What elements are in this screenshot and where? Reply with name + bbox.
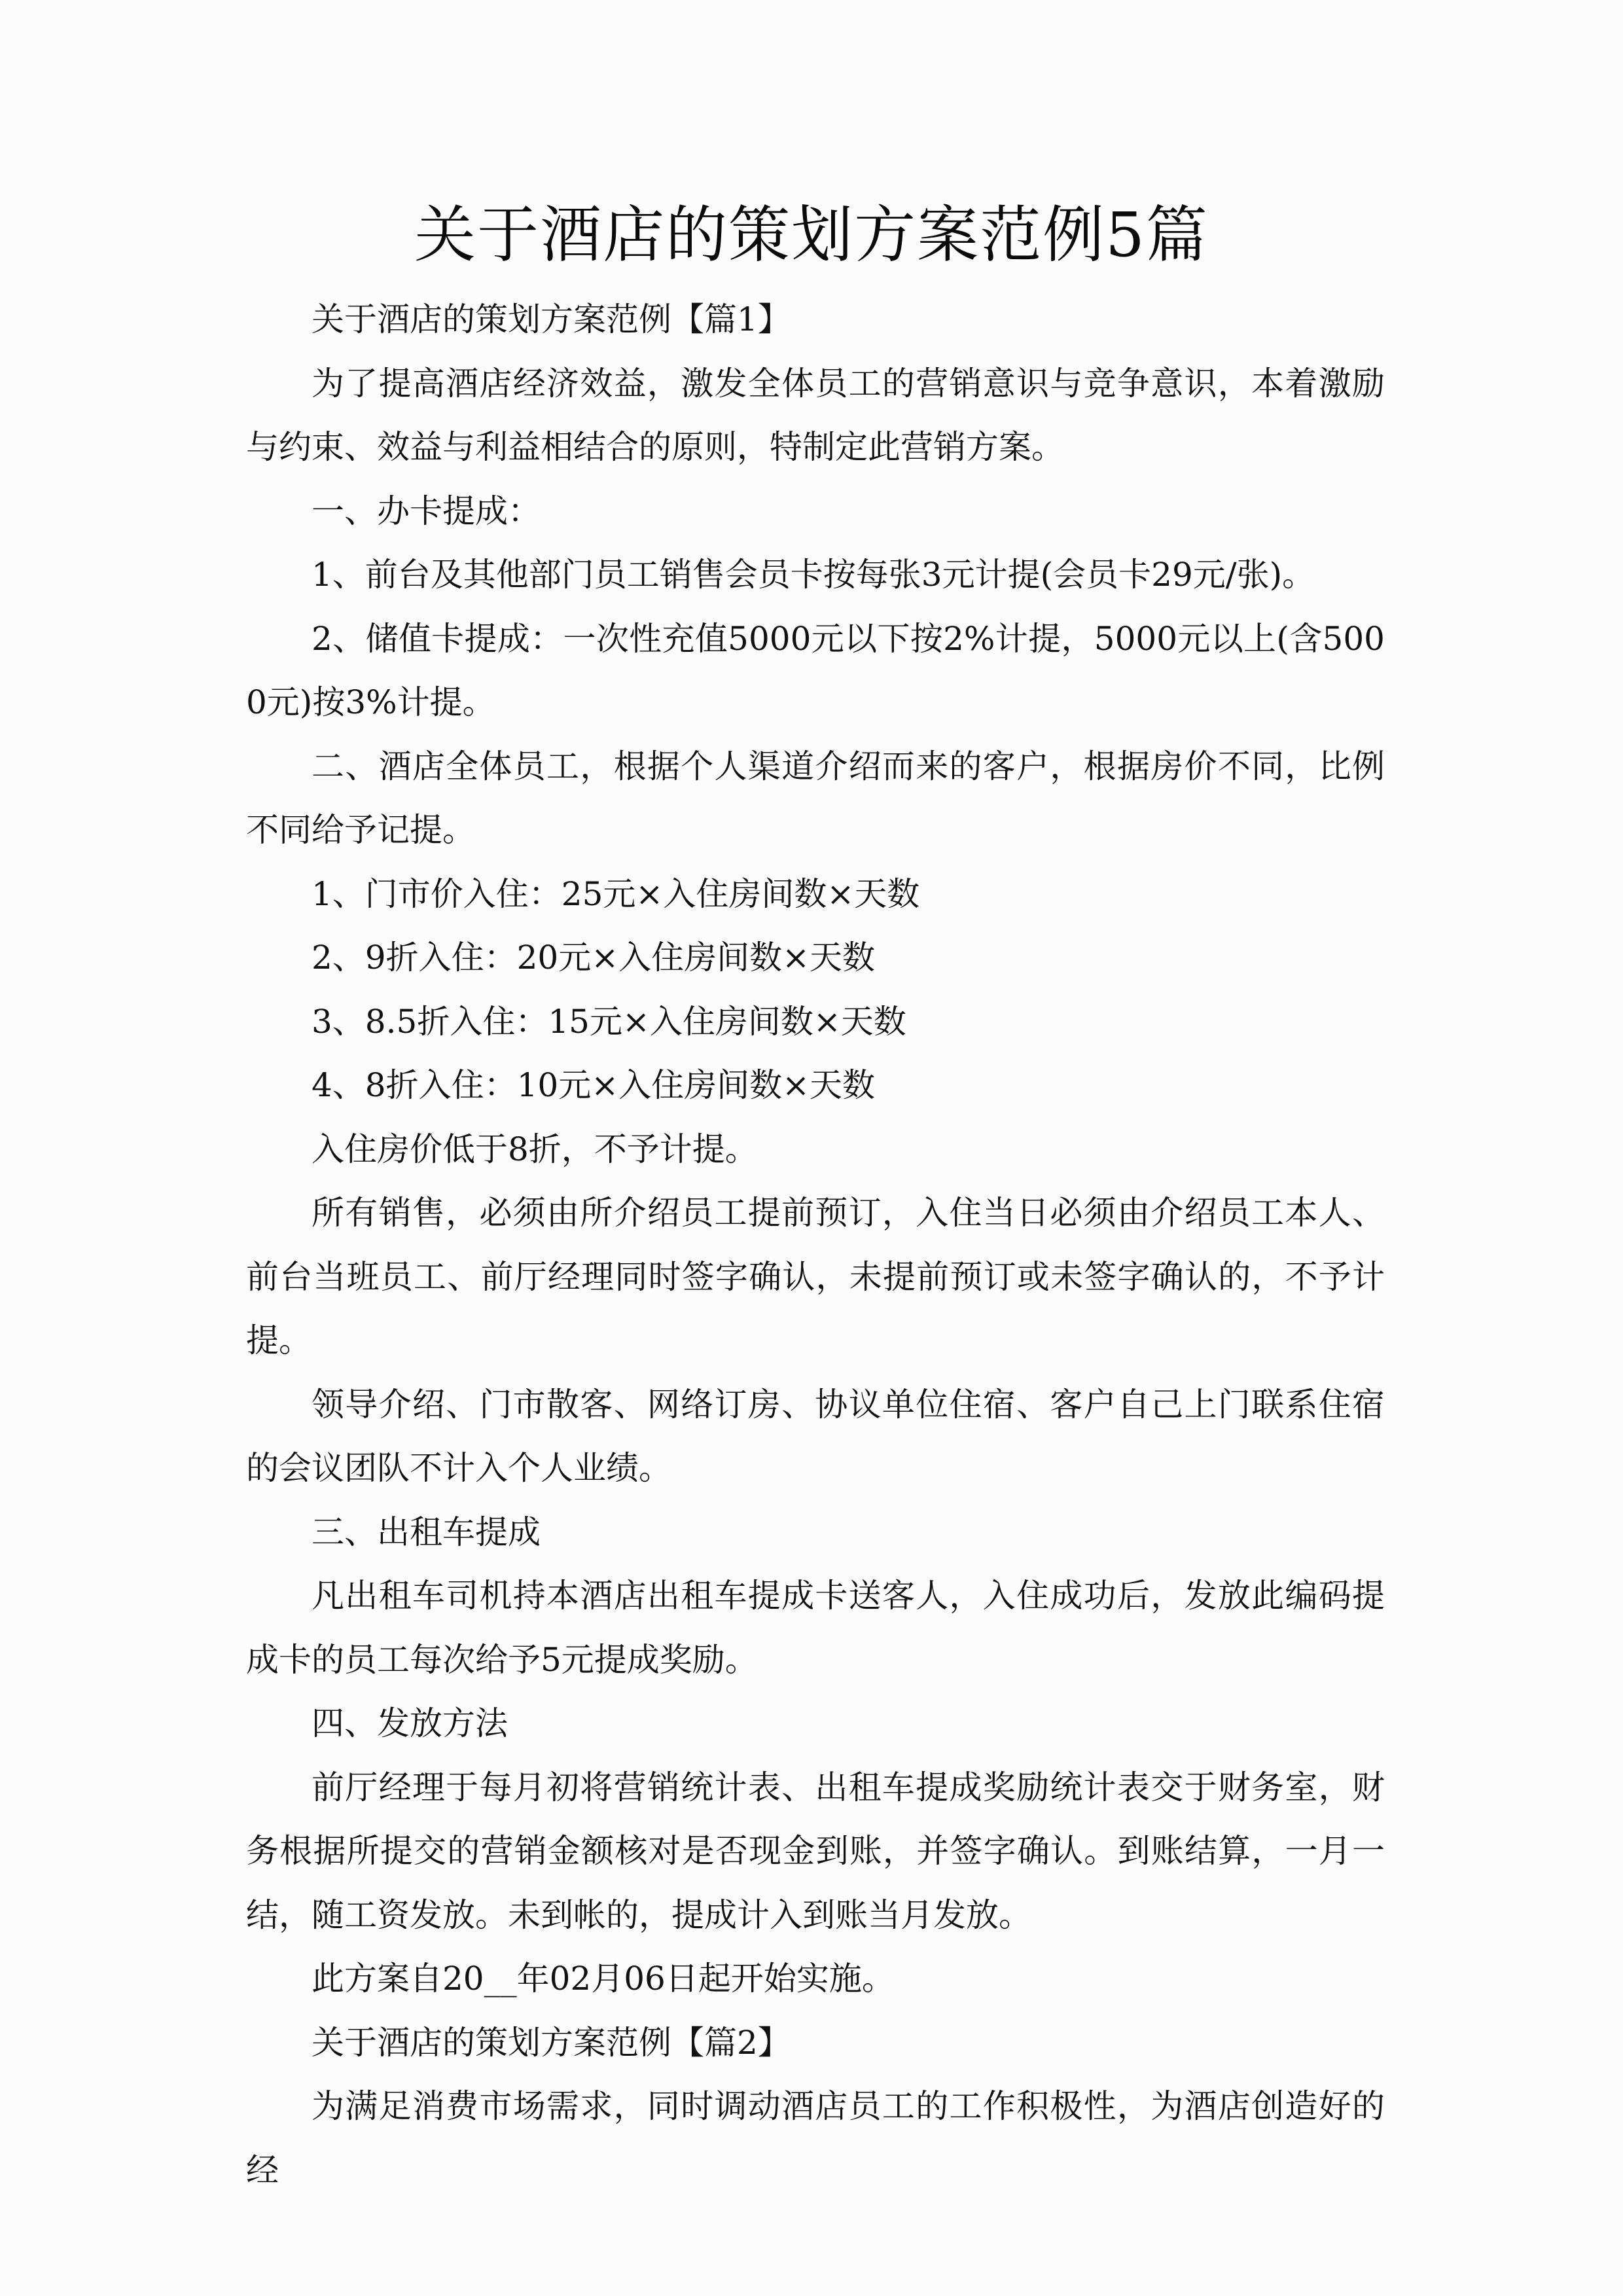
effective-date: 此方案自20__年02月06日起开始实施。 [312, 1960, 895, 1998]
list-item-membership-card: 1、前台及其他部门员工销售会员卡按每张3元计提(会员卡29元/张)。 [312, 556, 1315, 594]
article-heading-2: 关于酒店的策划方案范例【篇2】 [312, 2023, 791, 2062]
exclusion-rule: 领导介绍、门市散客、网络订房、协议单位住宿、客户自己上门联系住宿的会议团队不计入个人业绩。 [246, 1385, 1385, 1487]
section-heading-card-commission: 一、办卡提成： [312, 492, 541, 530]
payment-method-rule: 前厅经理于每月初将营销统计表、出租车提成奖励统计表交于财务室，财务根据所提交的营销金额核对是否现金到账，并签字确认。到账结算，一月一结，随工资发放。未到帐的，提成计入到账当月发放。 [246, 1768, 1385, 1934]
list-item-20-percent-off: 4、8折入住：10元×入住房间数×天数 [312, 1066, 876, 1104]
list-item-stored-value-card: 2、储值卡提成：一次性充值5000元以下按2%计提，5000元以上(含5000元)按3%计提。 [246, 619, 1385, 721]
section-heading-payment-method: 四、发放方法 [312, 1704, 508, 1742]
article-heading-1: 关于酒店的策划方案范例【篇1】 [312, 300, 791, 338]
booking-confirmation-rule: 所有销售，必须由所介绍员工提前预订，入住当日必须由介绍员工本人、前台当班员工、前厅经理同时签字确认，未提前预订或未签字确认的，不予计提。 [246, 1194, 1385, 1359]
intro-paragraph: 为了提高酒店经济效益，激发全体员工的营销意识与竞争意识，本着激励与约束、效益与利益相结合的原则，特制定此营销方案。 [246, 364, 1385, 466]
document-title: 关于酒店的策划方案范例5篇 [414, 200, 1209, 271]
list-item-15-percent-off: 3、8.5折入住：15元×入住房间数×天数 [312, 1002, 906, 1041]
below-discount-note: 入住房价低于8折，不予计提。 [312, 1130, 758, 1168]
list-item-rack-rate: 1、门市价入住：25元×入住房间数×天数 [312, 874, 920, 913]
list-item-10-percent-off: 2、9折入住：20元×入住房间数×天数 [312, 939, 876, 977]
article-2-intro: 为满足消费市场需求，同时调动酒店员工的工作积极性，为酒店创造好的经 [246, 2087, 1385, 2189]
section-heading-taxi-commission: 三、出租车提成 [312, 1513, 541, 1551]
document-body [246, 288, 1385, 2202]
section-heading-referral-commission: 二、酒店全体员工，根据个人渠道介绍而来的客户，根据房价不同，比例不同给予记提。 [246, 747, 1385, 849]
taxi-commission-rule: 凡出租车司机持本酒店出租车提成卡送客人，入住成功后，发放此编码提成卡的员工每次给予5元提成奖励。 [246, 1577, 1385, 1679]
